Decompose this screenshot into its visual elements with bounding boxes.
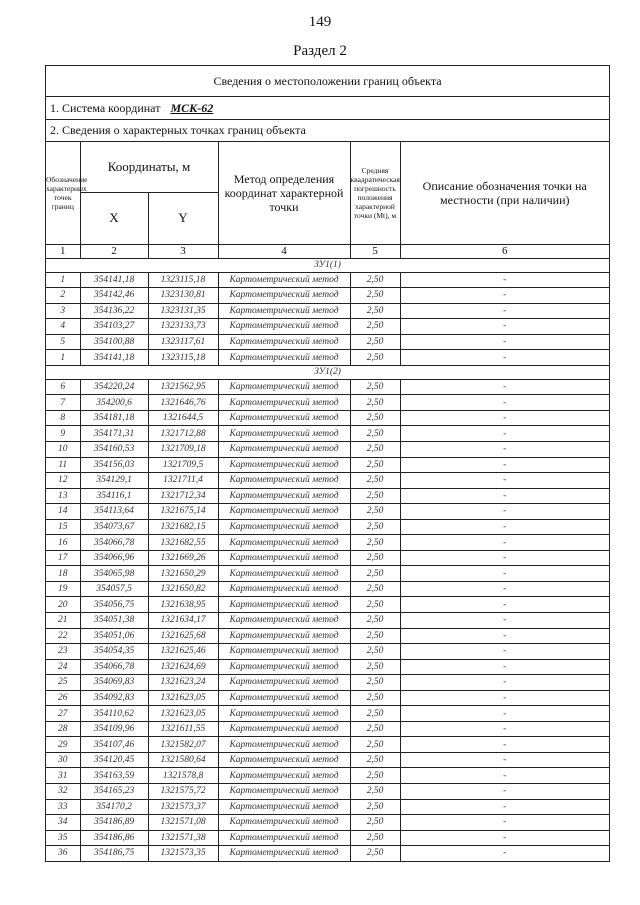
point-id-cell: 25 bbox=[46, 675, 80, 691]
header-coordinates: Координаты, м bbox=[80, 142, 218, 192]
description-cell: - bbox=[400, 473, 609, 489]
point-id-cell: 27 bbox=[46, 706, 80, 722]
x-cell: 354129,1 bbox=[80, 473, 148, 489]
description-cell: - bbox=[400, 768, 609, 784]
y-cell: 1321575,72 bbox=[148, 784, 218, 800]
accuracy-cell: 2,50 bbox=[350, 675, 400, 691]
group-label: ЗУ1(2) bbox=[46, 365, 609, 379]
description-cell: - bbox=[400, 612, 609, 628]
description-cell: - bbox=[400, 319, 609, 335]
header-method: Метод определения координат характерной точки bbox=[218, 142, 350, 244]
method-cell: Картометрический метод bbox=[218, 319, 350, 335]
x-cell: 354120,45 bbox=[80, 752, 148, 768]
accuracy-cell: 2,50 bbox=[350, 504, 400, 520]
description-cell: - bbox=[400, 288, 609, 304]
y-cell: 1321571,08 bbox=[148, 815, 218, 831]
point-id-cell: 20 bbox=[46, 597, 80, 613]
accuracy-cell: 2,50 bbox=[350, 815, 400, 831]
y-cell: 1321669,26 bbox=[148, 550, 218, 566]
accuracy-cell: 2,50 bbox=[350, 488, 400, 504]
y-cell: 1321580,64 bbox=[148, 752, 218, 768]
point-id-cell: 23 bbox=[46, 644, 80, 660]
table-row bbox=[46, 784, 609, 800]
description-cell: - bbox=[400, 581, 609, 597]
method-cell: Картометрический метод bbox=[218, 488, 350, 504]
accuracy-cell: 2,50 bbox=[350, 334, 400, 350]
point-id-cell: 10 bbox=[46, 441, 80, 457]
y-cell: 1321709,18 bbox=[148, 441, 218, 457]
table-row bbox=[46, 815, 609, 831]
x-cell: 354056,75 bbox=[80, 597, 148, 613]
x-cell: 354116,1 bbox=[80, 488, 148, 504]
point-id-cell: 4 bbox=[46, 319, 80, 335]
description-cell: - bbox=[400, 426, 609, 442]
table-row bbox=[46, 581, 609, 597]
table-row bbox=[46, 535, 609, 551]
accuracy-cell: 2,50 bbox=[350, 737, 400, 753]
description-cell: - bbox=[400, 488, 609, 504]
table-row bbox=[46, 334, 609, 350]
accuracy-cell: 2,50 bbox=[350, 768, 400, 784]
method-cell: Картометрический метод bbox=[218, 379, 350, 395]
group-label: ЗУ1(1) bbox=[46, 258, 609, 272]
y-cell: 1323133,73 bbox=[148, 319, 218, 335]
accuracy-cell: 2,50 bbox=[350, 272, 400, 288]
coord-system-line bbox=[46, 97, 609, 120]
method-cell: Картометрический метод bbox=[218, 706, 350, 722]
x-cell: 354165,23 bbox=[80, 784, 148, 800]
table-row bbox=[46, 566, 609, 582]
x-cell: 354142,46 bbox=[80, 288, 148, 304]
point-id-cell: 34 bbox=[46, 815, 80, 831]
table-row bbox=[46, 612, 609, 628]
description-cell: - bbox=[400, 457, 609, 473]
x-cell: 354181,18 bbox=[80, 410, 148, 426]
method-cell: Картометрический метод bbox=[218, 350, 350, 366]
y-cell: 1321611,55 bbox=[148, 721, 218, 737]
method-cell: Картометрический метод bbox=[218, 519, 350, 535]
point-id-cell: 15 bbox=[46, 519, 80, 535]
point-id-cell: 1 bbox=[46, 272, 80, 288]
description-cell: - bbox=[400, 690, 609, 706]
point-id-cell: 14 bbox=[46, 504, 80, 520]
table-row bbox=[46, 721, 609, 737]
y-cell: 1321625,46 bbox=[148, 644, 218, 660]
description-cell: - bbox=[400, 550, 609, 566]
table-row bbox=[46, 426, 609, 442]
description-cell: - bbox=[400, 272, 609, 288]
table-row bbox=[46, 690, 609, 706]
header-description: Описание обозначения точки на местности (при наличии) bbox=[400, 142, 609, 244]
column-numbers-row bbox=[46, 244, 609, 258]
point-id-cell: 31 bbox=[46, 768, 80, 784]
accuracy-cell: 2,50 bbox=[350, 379, 400, 395]
x-cell: 354066,96 bbox=[80, 550, 148, 566]
y-cell: 1321646,76 bbox=[148, 395, 218, 411]
column-number: 6 bbox=[400, 244, 609, 258]
point-id-cell: 32 bbox=[46, 784, 80, 800]
point-id-cell: 26 bbox=[46, 690, 80, 706]
description-cell: - bbox=[400, 334, 609, 350]
point-id-cell: 29 bbox=[46, 737, 80, 753]
method-cell: Картометрический метод bbox=[218, 737, 350, 753]
description-cell: - bbox=[400, 597, 609, 613]
x-cell: 354141,18 bbox=[80, 272, 148, 288]
x-cell: 354220,24 bbox=[80, 379, 148, 395]
accuracy-cell: 2,50 bbox=[350, 721, 400, 737]
method-cell: Картометрический метод bbox=[218, 721, 350, 737]
accuracy-cell: 2,50 bbox=[350, 752, 400, 768]
point-id-cell: 7 bbox=[46, 395, 80, 411]
x-cell: 354065,98 bbox=[80, 566, 148, 582]
table-row bbox=[46, 706, 609, 722]
description-cell: - bbox=[400, 752, 609, 768]
table-row bbox=[46, 395, 609, 411]
accuracy-cell: 2,50 bbox=[350, 597, 400, 613]
table-row bbox=[46, 550, 609, 566]
x-cell: 354170,2 bbox=[80, 799, 148, 815]
point-id-cell: 35 bbox=[46, 830, 80, 846]
description-cell: - bbox=[400, 566, 609, 582]
x-cell: 354113,64 bbox=[80, 504, 148, 520]
y-cell: 1321682,15 bbox=[148, 519, 218, 535]
x-cell: 354136,22 bbox=[80, 303, 148, 319]
accuracy-cell: 2,50 bbox=[350, 830, 400, 846]
accuracy-cell: 2,50 bbox=[350, 784, 400, 800]
accuracy-cell: 2,50 bbox=[350, 690, 400, 706]
header-point-designation: Обозначение характерных точек границ bbox=[46, 142, 80, 244]
point-id-cell: 2 bbox=[46, 288, 80, 304]
point-id-cell: 9 bbox=[46, 426, 80, 442]
method-cell: Картометрический метод bbox=[218, 441, 350, 457]
accuracy-cell: 2,50 bbox=[350, 410, 400, 426]
y-cell: 1321650,82 bbox=[148, 581, 218, 597]
x-cell: 354160,53 bbox=[80, 441, 148, 457]
accuracy-cell: 2,50 bbox=[350, 441, 400, 457]
point-id-cell: 24 bbox=[46, 659, 80, 675]
point-id-cell: 16 bbox=[46, 535, 80, 551]
method-cell: Картометрический метод bbox=[218, 334, 350, 350]
table-row bbox=[46, 799, 609, 815]
table-row bbox=[46, 519, 609, 535]
point-id-cell: 17 bbox=[46, 550, 80, 566]
point-id-cell: 21 bbox=[46, 612, 80, 628]
method-cell: Картометрический метод bbox=[218, 644, 350, 660]
description-cell: - bbox=[400, 379, 609, 395]
accuracy-cell: 2,50 bbox=[350, 303, 400, 319]
accuracy-cell: 2,50 bbox=[350, 426, 400, 442]
x-cell: 354066,78 bbox=[80, 535, 148, 551]
method-cell: Картометрический метод bbox=[218, 675, 350, 691]
y-cell: 1321634,17 bbox=[148, 612, 218, 628]
x-cell: 354171,31 bbox=[80, 426, 148, 442]
column-number: 2 bbox=[80, 244, 148, 258]
description-cell: - bbox=[400, 721, 609, 737]
method-cell: Картометрический метод bbox=[218, 504, 350, 520]
method-cell: Картометрический метод bbox=[218, 535, 350, 551]
accuracy-cell: 2,50 bbox=[350, 628, 400, 644]
y-cell: 1323115,18 bbox=[148, 350, 218, 366]
method-cell: Картометрический метод bbox=[218, 768, 350, 784]
description-cell: - bbox=[400, 644, 609, 660]
section-title: Раздел 2 bbox=[293, 43, 347, 59]
points-title: 2. Сведения о характерных точках границ объекта bbox=[46, 120, 609, 142]
x-cell: 354051,38 bbox=[80, 612, 148, 628]
method-cell: Картометрический метод bbox=[218, 752, 350, 768]
table-row bbox=[46, 379, 609, 395]
y-cell: 1323117,61 bbox=[148, 334, 218, 350]
point-id-cell: 18 bbox=[46, 566, 80, 582]
point-id-cell: 6 bbox=[46, 379, 80, 395]
description-cell: - bbox=[400, 441, 609, 457]
accuracy-cell: 2,50 bbox=[350, 659, 400, 675]
x-cell: 354073,67 bbox=[80, 519, 148, 535]
x-cell: 354200,6 bbox=[80, 395, 148, 411]
table-row bbox=[46, 272, 609, 288]
method-cell: Картометрический метод bbox=[218, 815, 350, 831]
accuracy-cell: 2,50 bbox=[350, 846, 400, 861]
column-number: 5 bbox=[350, 244, 400, 258]
method-cell: Картометрический метод bbox=[218, 550, 350, 566]
description-cell: - bbox=[400, 303, 609, 319]
y-cell: 1323130,81 bbox=[148, 288, 218, 304]
point-id-cell: 33 bbox=[46, 799, 80, 815]
y-cell: 1321712,88 bbox=[148, 426, 218, 442]
boundary-document bbox=[45, 65, 610, 862]
method-cell: Картометрический метод bbox=[218, 410, 350, 426]
method-cell: Картометрический метод bbox=[218, 303, 350, 319]
x-cell: 354109,96 bbox=[80, 721, 148, 737]
point-id-cell: 5 bbox=[46, 334, 80, 350]
description-cell: - bbox=[400, 815, 609, 831]
header-accuracy: Средняя квадратическая погрешность положения характерной точки (Mt), м bbox=[350, 142, 400, 244]
accuracy-cell: 2,50 bbox=[350, 581, 400, 597]
point-id-cell: 28 bbox=[46, 721, 80, 737]
x-cell: 354186,86 bbox=[80, 830, 148, 846]
method-cell: Картометрический метод bbox=[218, 473, 350, 489]
method-cell: Картометрический метод bbox=[218, 288, 350, 304]
description-cell: - bbox=[400, 706, 609, 722]
method-cell: Картометрический метод bbox=[218, 597, 350, 613]
table-row bbox=[46, 737, 609, 753]
x-cell: 354100,88 bbox=[80, 334, 148, 350]
method-cell: Картометрический метод bbox=[218, 612, 350, 628]
header-y: Y bbox=[148, 192, 218, 244]
method-cell: Картометрический метод bbox=[218, 799, 350, 815]
y-cell: 1321624,69 bbox=[148, 659, 218, 675]
column-number: 4 bbox=[218, 244, 350, 258]
y-cell: 1321650,29 bbox=[148, 566, 218, 582]
column-number: 3 bbox=[148, 244, 218, 258]
accuracy-cell: 2,50 bbox=[350, 612, 400, 628]
x-cell: 354141,18 bbox=[80, 350, 148, 366]
method-cell: Картометрический метод bbox=[218, 581, 350, 597]
description-cell: - bbox=[400, 535, 609, 551]
table-row bbox=[46, 597, 609, 613]
method-cell: Картометрический метод bbox=[218, 846, 350, 861]
method-cell: Картометрический метод bbox=[218, 426, 350, 442]
method-cell: Картометрический метод bbox=[218, 272, 350, 288]
method-cell: Картометрический метод bbox=[218, 690, 350, 706]
description-cell: - bbox=[400, 737, 609, 753]
table-row bbox=[46, 488, 609, 504]
method-cell: Картометрический метод bbox=[218, 566, 350, 582]
y-cell: 1323131,35 bbox=[148, 303, 218, 319]
accuracy-cell: 2,50 bbox=[350, 550, 400, 566]
x-cell: 354069,83 bbox=[80, 675, 148, 691]
table-row bbox=[46, 303, 609, 319]
method-cell: Картометрический метод bbox=[218, 659, 350, 675]
table-row bbox=[46, 457, 609, 473]
table-row bbox=[46, 504, 609, 520]
table-row bbox=[46, 768, 609, 784]
accuracy-cell: 2,50 bbox=[350, 535, 400, 551]
y-cell: 1321582,07 bbox=[148, 737, 218, 753]
point-id-cell: 11 bbox=[46, 457, 80, 473]
point-id-cell: 30 bbox=[46, 752, 80, 768]
description-cell: - bbox=[400, 675, 609, 691]
table-row bbox=[46, 830, 609, 846]
block-title: Сведения о местоположении границ объекта bbox=[46, 66, 609, 97]
y-cell: 1321712,34 bbox=[148, 488, 218, 504]
table-row bbox=[46, 288, 609, 304]
method-cell: Картометрический метод bbox=[218, 784, 350, 800]
y-cell: 1321623,05 bbox=[148, 690, 218, 706]
accuracy-cell: 2,50 bbox=[350, 350, 400, 366]
point-id-cell: 19 bbox=[46, 581, 80, 597]
y-cell: 1321573,35 bbox=[148, 846, 218, 861]
table-row bbox=[46, 659, 609, 675]
point-id-cell: 3 bbox=[46, 303, 80, 319]
accuracy-cell: 2,50 bbox=[350, 473, 400, 489]
x-cell: 354103,27 bbox=[80, 319, 148, 335]
column-number: 1 bbox=[46, 244, 80, 258]
x-cell: 354186,75 bbox=[80, 846, 148, 861]
method-cell: Картометрический метод bbox=[218, 628, 350, 644]
x-cell: 354110,62 bbox=[80, 706, 148, 722]
x-cell: 354092,83 bbox=[80, 690, 148, 706]
table-row bbox=[46, 628, 609, 644]
header-x: X bbox=[80, 192, 148, 244]
y-cell: 1321644,5 bbox=[148, 410, 218, 426]
table-row bbox=[46, 752, 609, 768]
point-id-cell: 1 bbox=[46, 350, 80, 366]
point-id-cell: 13 bbox=[46, 488, 80, 504]
description-cell: - bbox=[400, 519, 609, 535]
description-cell: - bbox=[400, 628, 609, 644]
accuracy-cell: 2,50 bbox=[350, 457, 400, 473]
description-cell: - bbox=[400, 410, 609, 426]
description-cell: - bbox=[400, 846, 609, 861]
y-cell: 1321573,37 bbox=[148, 799, 218, 815]
points-table-body bbox=[46, 258, 609, 861]
description-cell: - bbox=[400, 799, 609, 815]
table-row bbox=[46, 846, 609, 861]
accuracy-cell: 2,50 bbox=[350, 706, 400, 722]
y-cell: 1321571,38 bbox=[148, 830, 218, 846]
table-row bbox=[46, 675, 609, 691]
point-id-cell: 12 bbox=[46, 473, 80, 489]
accuracy-cell: 2,50 bbox=[350, 288, 400, 304]
y-cell: 1321625,68 bbox=[148, 628, 218, 644]
page-number: 149 bbox=[308, 14, 332, 30]
description-cell: - bbox=[400, 395, 609, 411]
description-cell: - bbox=[400, 504, 609, 520]
y-cell: 1321562,95 bbox=[148, 379, 218, 395]
x-cell: 354066,78 bbox=[80, 659, 148, 675]
table-row bbox=[46, 644, 609, 660]
point-id-cell: 8 bbox=[46, 410, 80, 426]
accuracy-cell: 2,50 bbox=[350, 566, 400, 582]
y-cell: 1321675,14 bbox=[148, 504, 218, 520]
table-row bbox=[46, 410, 609, 426]
points-table bbox=[46, 142, 609, 861]
x-cell: 354051,06 bbox=[80, 628, 148, 644]
y-cell: 1321623,05 bbox=[148, 706, 218, 722]
group-row bbox=[46, 365, 609, 379]
description-cell: - bbox=[400, 830, 609, 846]
point-id-cell: 22 bbox=[46, 628, 80, 644]
method-cell: Картометрический метод bbox=[218, 457, 350, 473]
accuracy-cell: 2,50 bbox=[350, 519, 400, 535]
point-id-cell: 36 bbox=[46, 846, 80, 861]
x-cell: 354156,03 bbox=[80, 457, 148, 473]
description-cell: - bbox=[400, 350, 609, 366]
description-cell: - bbox=[400, 659, 609, 675]
coord-system-value: МСК-62 bbox=[170, 100, 214, 115]
y-cell: 1323115,18 bbox=[148, 272, 218, 288]
accuracy-cell: 2,50 bbox=[350, 319, 400, 335]
y-cell: 1321578,8 bbox=[148, 768, 218, 784]
description-cell: - bbox=[400, 784, 609, 800]
y-cell: 1321682,55 bbox=[148, 535, 218, 551]
table-row bbox=[46, 441, 609, 457]
x-cell: 354163,59 bbox=[80, 768, 148, 784]
x-cell: 354186,89 bbox=[80, 815, 148, 831]
y-cell: 1321638,95 bbox=[148, 597, 218, 613]
y-cell: 1321709,5 bbox=[148, 457, 218, 473]
x-cell: 354107,46 bbox=[80, 737, 148, 753]
x-cell: 354054,35 bbox=[80, 644, 148, 660]
x-cell: 354057,5 bbox=[80, 581, 148, 597]
y-cell: 1321711,4 bbox=[148, 473, 218, 489]
method-cell: Картометрический метод bbox=[218, 830, 350, 846]
table-row bbox=[46, 319, 609, 335]
accuracy-cell: 2,50 bbox=[350, 799, 400, 815]
method-cell: Картометрический метод bbox=[218, 395, 350, 411]
table-row bbox=[46, 350, 609, 366]
y-cell: 1321623,24 bbox=[148, 675, 218, 691]
accuracy-cell: 2,50 bbox=[350, 644, 400, 660]
group-row bbox=[46, 258, 609, 272]
table-row bbox=[46, 473, 609, 489]
accuracy-cell: 2,50 bbox=[350, 395, 400, 411]
coord-system-label: 1. Система координат bbox=[50, 100, 161, 115]
